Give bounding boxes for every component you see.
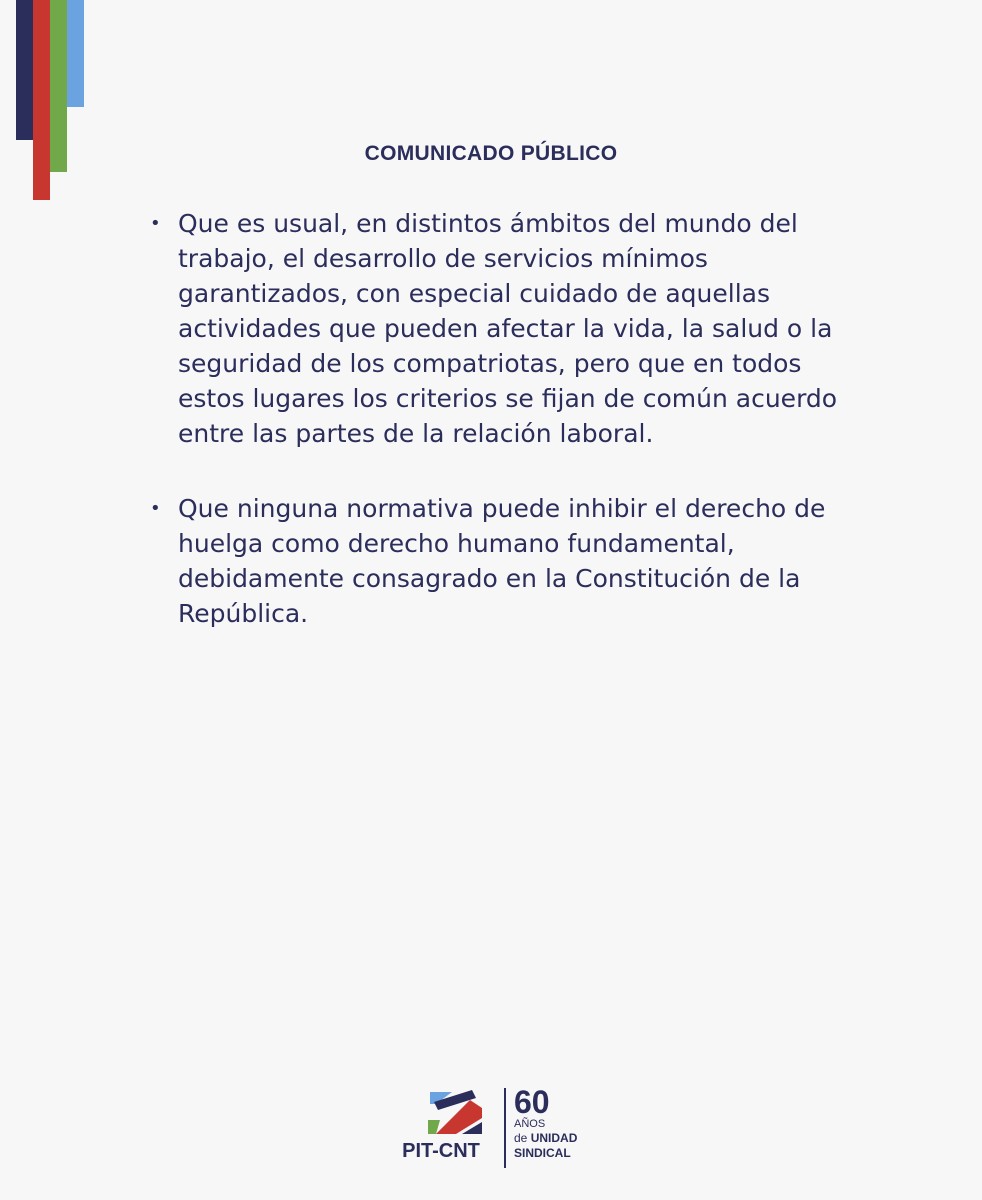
statement-list bbox=[150, 206, 870, 671]
years-line-1-prefix: de bbox=[514, 1131, 528, 1145]
years-label: AÑOS bbox=[514, 1118, 546, 1130]
list-item bbox=[150, 491, 870, 631]
pit-cnt-logo bbox=[386, 1084, 596, 1174]
stripe-red bbox=[33, 0, 50, 200]
decorative-stripes bbox=[0, 0, 90, 210]
logo-divider bbox=[504, 1088, 506, 1168]
stripe-navy bbox=[16, 0, 34, 140]
bullet-icon: • bbox=[150, 213, 161, 234]
years-line-2 bbox=[514, 1146, 577, 1161]
years-line-2-bold: SINDICAL bbox=[514, 1146, 571, 1160]
stripe-blue bbox=[67, 0, 84, 107]
bullet-icon: • bbox=[150, 498, 161, 519]
anniversary-badge bbox=[514, 1086, 577, 1161]
logo-name: PIT-CNT bbox=[402, 1140, 480, 1162]
list-item-text: Que es usual, en distintos ámbitos del mundo del trabajo, el desarrollo de servicios mínimos garantizados, con especial cuidado de aquellas actividades que pueden afectar la vida, la salud o la seguridad de los compatriotas, pero que en todos estos lugares los criterios se fijan de común acuerdo entre las partes de la relación laboral. bbox=[178, 209, 838, 448]
list-item-text: Que ninguna normativa puede inhibir el derecho de huelga como derecho humano fundamental, debidamente consagrado en la Constitución de la República. bbox=[178, 494, 826, 628]
years-line-1 bbox=[514, 1131, 577, 1146]
page-title: COMUNICADO PÚBLICO bbox=[364, 142, 618, 165]
years-line-1-bold: UNIDAD bbox=[530, 1131, 578, 1145]
years-number: 60 bbox=[514, 1084, 550, 1120]
list-item bbox=[150, 206, 870, 451]
logo-mark-icon bbox=[426, 1088, 486, 1140]
